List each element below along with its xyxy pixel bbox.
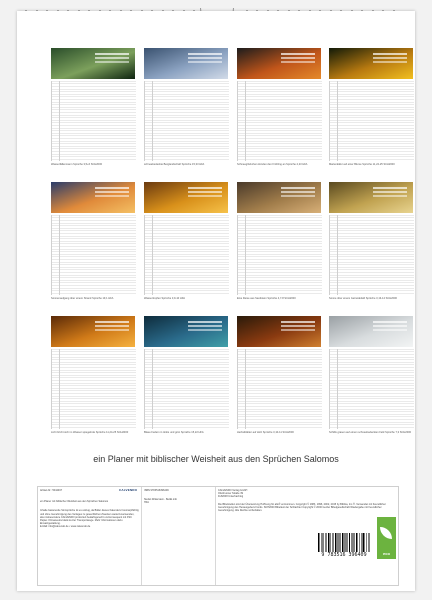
eco-badge <box>377 517 396 559</box>
day-column-divider <box>152 349 153 429</box>
day-column-divider <box>152 81 153 161</box>
photo-verse-overlay <box>95 321 129 323</box>
day-column-divider <box>337 215 338 295</box>
month-photo <box>51 316 135 347</box>
month-photo <box>144 182 228 213</box>
photo-verse-overlay <box>373 187 407 189</box>
month-panel <box>144 48 228 170</box>
month-caption: Schilfe grasen auf einem schneebedeckten Feld Sprüche 7,3 SCH2000 <box>329 431 412 434</box>
month-photo <box>329 182 413 213</box>
leaf-icon <box>380 527 392 539</box>
month-panel <box>237 316 321 438</box>
month-panel <box>329 182 413 304</box>
month-caption: Sonne über einem Getreidefeld Sprüche 3,13-14 SCH2000 <box>329 297 397 300</box>
month-panel <box>51 316 135 438</box>
month-panel <box>51 182 135 304</box>
day-column-divider <box>59 349 60 429</box>
planner-lines <box>144 215 229 295</box>
month-caption: Eine Reise aus Sandstein Sprüche 4,7-8 SCH2000 <box>237 297 296 300</box>
month-panel <box>329 316 413 438</box>
month-caption: Licht bricht sich im Wasser spiegelnde Sprüche 11,24-25 SCH2000 <box>51 431 129 434</box>
month-caption: Herbstblätter auf Holz Sprüche 3,10-11 SCH2000 <box>237 431 294 434</box>
barcode <box>314 531 374 559</box>
calvendo-logo: CALVENDO <box>119 488 138 492</box>
planner-lines <box>51 349 136 429</box>
photo-verse-overlay <box>188 53 222 55</box>
planner-lines <box>237 349 322 429</box>
footer-column-left <box>38 487 142 585</box>
month-caption: Wasserfällenmann Sprüche 3,5+6 SCH2000 <box>51 163 103 166</box>
article-number: Artikel-Nr.: 5044467 <box>40 489 63 492</box>
day-column-divider <box>245 349 246 429</box>
barcode-bars <box>318 533 370 552</box>
month-caption: Wassertropfen Sprüche 3,9-10 HFA <box>144 297 185 300</box>
month-photo <box>237 316 321 347</box>
photo-verse-overlay <box>188 187 222 189</box>
publisher-name: CALVENDO Verlag GmbH <box>218 489 248 492</box>
month-photo <box>329 316 413 347</box>
planner-lines <box>329 349 414 429</box>
day-column-divider <box>59 215 60 295</box>
day-column-divider <box>245 215 246 295</box>
month-caption: schneebedeckte Berglandschaft Sprüche 15,33 HFA <box>144 163 205 166</box>
photo-verse-overlay <box>281 53 315 55</box>
day-column-divider <box>337 349 338 429</box>
month-photo <box>51 182 135 213</box>
month-photo <box>237 182 321 213</box>
photo-verse-overlay <box>95 187 129 189</box>
barcode-number: 9 783516 396409 <box>321 552 367 558</box>
author-text: Stefan Widerstein - Bettki.info <box>144 498 177 502</box>
photo-verse-overlay <box>281 187 315 189</box>
day-column-divider <box>152 215 153 295</box>
calendar-back-page <box>17 11 415 591</box>
month-photo <box>144 48 228 79</box>
photo-verse-overlay <box>373 53 407 55</box>
photo-verse-overlay <box>373 321 407 323</box>
footer-column-middle <box>142 487 216 585</box>
day-column-divider <box>245 81 246 161</box>
month-caption: Marienkäfer auf einer Blume Sprüche 11,24-25 SCH2000 <box>329 163 395 166</box>
planner-lines <box>144 349 229 429</box>
day-column-divider <box>337 81 338 161</box>
planner-lines <box>237 215 322 295</box>
month-photo <box>144 316 228 347</box>
month-photo <box>237 48 321 79</box>
photo-verse-overlay <box>281 321 315 323</box>
publisher-city: D-82008 Unterhaching <box>218 495 244 499</box>
month-panel <box>144 316 228 438</box>
imprint-footer <box>37 486 399 586</box>
subtitle-text: ein Planer mit biblischer Weisheit aus den Sprüchen Salomos <box>40 500 109 504</box>
planner-lines <box>51 215 136 295</box>
planner-lines <box>329 81 414 161</box>
month-caption: Sonnenaufgang über einem Strand Sprüche 19,1 HFA <box>51 297 114 300</box>
month-photo <box>51 48 135 79</box>
planner-lines <box>237 81 322 161</box>
month-preview-grid <box>51 48 415 438</box>
photo-verse-overlay <box>95 53 129 55</box>
day-column-divider <box>59 81 60 161</box>
calvendo-email: E-Mail: info@calvendo.de • www.calvendo.de <box>40 525 91 529</box>
month-panel <box>237 48 321 170</box>
publisher-street: Ottobrunner Straße 39 <box>218 492 244 496</box>
calendar-headline: ein Planer mit biblischer Weisheit aus den Sprüchen Salomos <box>93 454 339 464</box>
isbn-text: ISBN 9783516396409 <box>144 489 169 492</box>
bible-copyright: Die Bibelstellen sind der Übersetzung Hoffnung für alle® entnommen. Copyright © 1983, 1996, 2002, 2015 by Biblica, Inc.®. Verwendet mit freundlicher Genehmigung des Herausgebers Fontis. SCH2000 Bibeltext der Schlachter Copyright © 2000 Genfer Bibelgesellschaft Wiedergabe mit freundlicher Genehmigung. Alle Rechte vorbehalten. <box>218 502 386 513</box>
month-panel <box>329 48 413 170</box>
month-panel <box>237 182 321 304</box>
planner-lines <box>329 215 414 295</box>
eco-label: eco <box>383 551 390 556</box>
photo-verse-overlay <box>188 321 222 323</box>
month-caption: Schneeglöckchen künden den Frühling an Sprüche 4,23 HFA <box>237 163 308 166</box>
calvendo-note: Inhalte basierende Sinnsprüche ist es unklug, da Bilder dieses Kalenders honorarpflichtig und ohne Genehmigung des Verlages zu gewerblichen Zwecken weiterzuverwenden, also insbesondere CALVENDO produziert bedarfsgerecht und konsequent mit FSC Papier. Klimaneutral dank kurzer Transportwege. Mehr Informationen dazu Einsatzgestaltung. <box>40 509 139 526</box>
month-panel <box>51 48 135 170</box>
author-note: HFA <box>144 501 149 505</box>
planner-lines <box>51 81 136 161</box>
month-panel <box>144 182 228 304</box>
month-photo <box>329 48 413 79</box>
planner-lines <box>144 81 229 161</box>
month-caption: Blaue Federn in türkis und grün Sprüche 15,22 HFA <box>144 431 204 434</box>
